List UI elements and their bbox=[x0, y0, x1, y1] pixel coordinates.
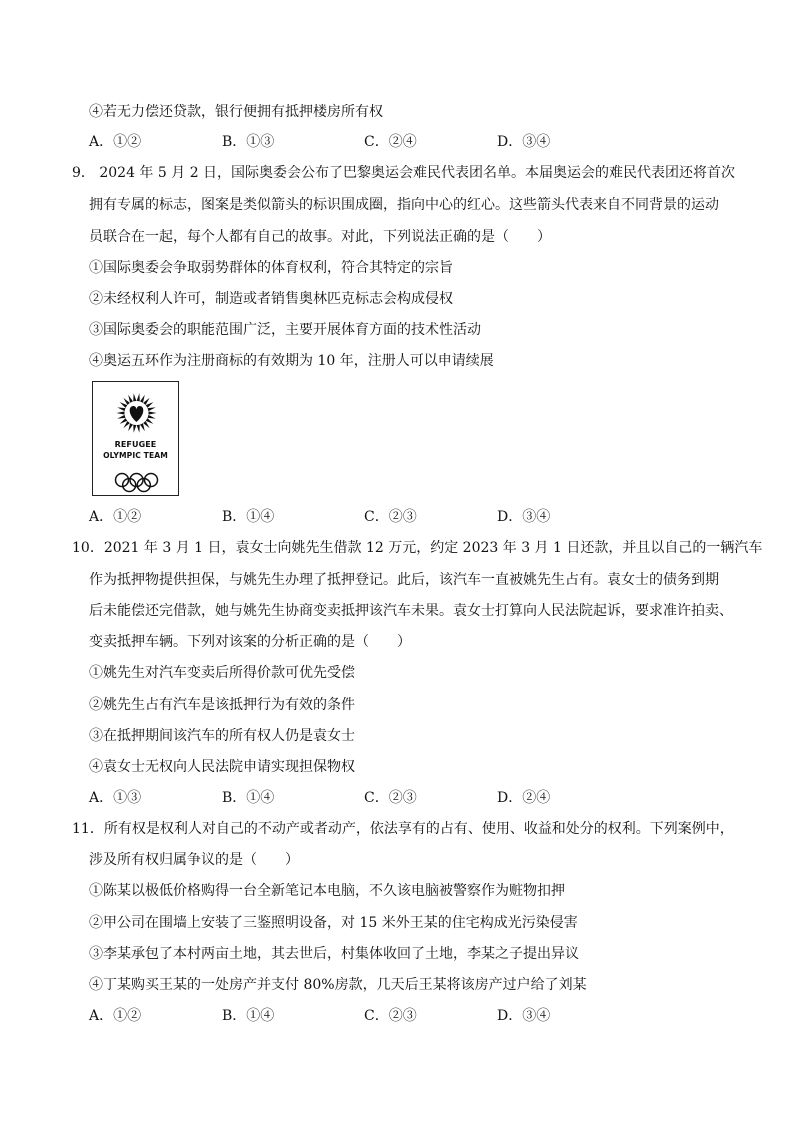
q10-options bbox=[89, 787, 649, 809]
q8-option-b[interactable]: B．①③ bbox=[222, 134, 275, 150]
q11-item-1: ①陈某以极低价格购得一台全新笔记本电脑，不久该电脑被警察作为赃物扣押 bbox=[89, 883, 565, 899]
q9-option-a[interactable]: A．①② bbox=[89, 509, 142, 525]
q10-item-1: ①姚先生对汽车变卖后所得价款可优先受偿 bbox=[89, 665, 355, 681]
q11-option-a[interactable]: A．①② bbox=[89, 1008, 142, 1024]
logo-text-refugee: REFUGEE bbox=[114, 440, 157, 449]
q10-item-2: ②姚先生占有汽车是该抵押行为有效的条件 bbox=[89, 697, 355, 713]
q8-option-a[interactable]: A．①② bbox=[89, 134, 142, 150]
q10-option-c[interactable]: C．②③ bbox=[364, 790, 417, 806]
q10-stem-line-1: 10．2021 年 3 月 1 日，袁女士向姚先生借款 12 万元，约定 2023 年 3 月 1 日还款，并且以自己的一辆汽车 bbox=[72, 540, 763, 556]
q10-option-a[interactable]: A．①③ bbox=[89, 790, 142, 806]
q10-stem-line-2: 作为抵押物提供担保，与姚先生办理了抵押登记。此后，该汽车一直被姚先生占有。袁女士的债务到期 bbox=[89, 572, 719, 588]
q11-item-3: ③李某承包了本村两亩土地，其去世后，村集体收回了土地，李某之子提出异议 bbox=[89, 946, 579, 962]
q11-stem-line-1: 11．所有权是权利人对自己的不动产或者动产，依法享有的占有、使用、收益和处分的权利。下列案例中， bbox=[72, 821, 734, 837]
q9-option-d[interactable]: D．③④ bbox=[497, 509, 551, 525]
q10-item-3: ③在抵押期间该汽车的所有权人仍是袁女士 bbox=[89, 728, 355, 744]
q9-option-c[interactable]: C．②③ bbox=[364, 509, 417, 525]
q8-item-4: ④若无力偿还贷款，银行便拥有抵押楼房所有权 bbox=[89, 104, 383, 120]
refugee-olympic-team-logo bbox=[92, 381, 179, 496]
q11-stem-line-2: 涉及所有权归属争议的是（ ） bbox=[89, 852, 299, 868]
q11-options bbox=[89, 1005, 649, 1027]
q10-option-d[interactable]: D．②④ bbox=[497, 790, 551, 806]
q9-stem-line-3: 员联合在一起，每个人都有自己的故事。对此，下列说法正确的是（ ） bbox=[89, 229, 551, 245]
q9-stem-line-1: 9． 2024 年 5 月 2 日，国际奥委会公布了巴黎奥运会难民代表团名单。本届奥运会的难民代表团还将首次 bbox=[72, 165, 736, 181]
q9-item-1: ①国际奥委会争取弱势群体的体育权利，符合其特定的宗旨 bbox=[89, 260, 453, 276]
q10-stem-line-4: 变卖抵押车辆。下列对该案的分析正确的是（ ） bbox=[89, 634, 411, 650]
q10-stem-line-3: 后未能偿还完借款，她与姚先生协商变卖抵押该汽车未果。袁女士打算向人民法院起诉，要求准许拍卖、 bbox=[89, 603, 733, 619]
logo-text-olympic-team: OLYMPIC TEAM bbox=[103, 451, 168, 460]
q10-option-b[interactable]: B．①④ bbox=[222, 790, 275, 806]
q9-item-3: ③国际奥委会的职能范围广泛，主要开展体育方面的技术性活动 bbox=[89, 322, 481, 338]
q11-option-c[interactable]: C．②③ bbox=[364, 1008, 417, 1024]
q9-option-b[interactable]: B．①④ bbox=[222, 509, 275, 525]
q8-option-d[interactable]: D．③④ bbox=[497, 134, 551, 150]
q9-item-2: ②未经权利人许可，制造或者销售奥林匹克标志会构成侵权 bbox=[89, 291, 453, 307]
q11-item-4: ④丁某购买王某的一处房产并支付 80%房款，几天后王某将该房产过户给了刘某 bbox=[89, 977, 587, 993]
q10-item-4: ④袁女士无权向人民法院申请实现担保物权 bbox=[89, 759, 355, 775]
q11-option-d[interactable]: D．③④ bbox=[497, 1008, 551, 1024]
q9-item-4: ④奥运五环作为注册商标的有效期为 10 年，注册人可以申请续展 bbox=[89, 353, 494, 369]
q11-option-b[interactable]: B．①④ bbox=[222, 1008, 275, 1024]
q8-options bbox=[89, 131, 649, 153]
q11-item-2: ②甲公司在围墙上安装了三鉴照明设备，对 15 米外王某的住宅构成光污染侵害 bbox=[89, 915, 578, 931]
q8-option-c[interactable]: C．②④ bbox=[364, 134, 417, 150]
q9-options bbox=[89, 506, 649, 528]
q9-stem-line-2: 拥有专属的标志，图案是类似箭头的标识围成圈，指向中心的红心。这些箭头代表来自不同背景的运动 bbox=[89, 197, 719, 213]
